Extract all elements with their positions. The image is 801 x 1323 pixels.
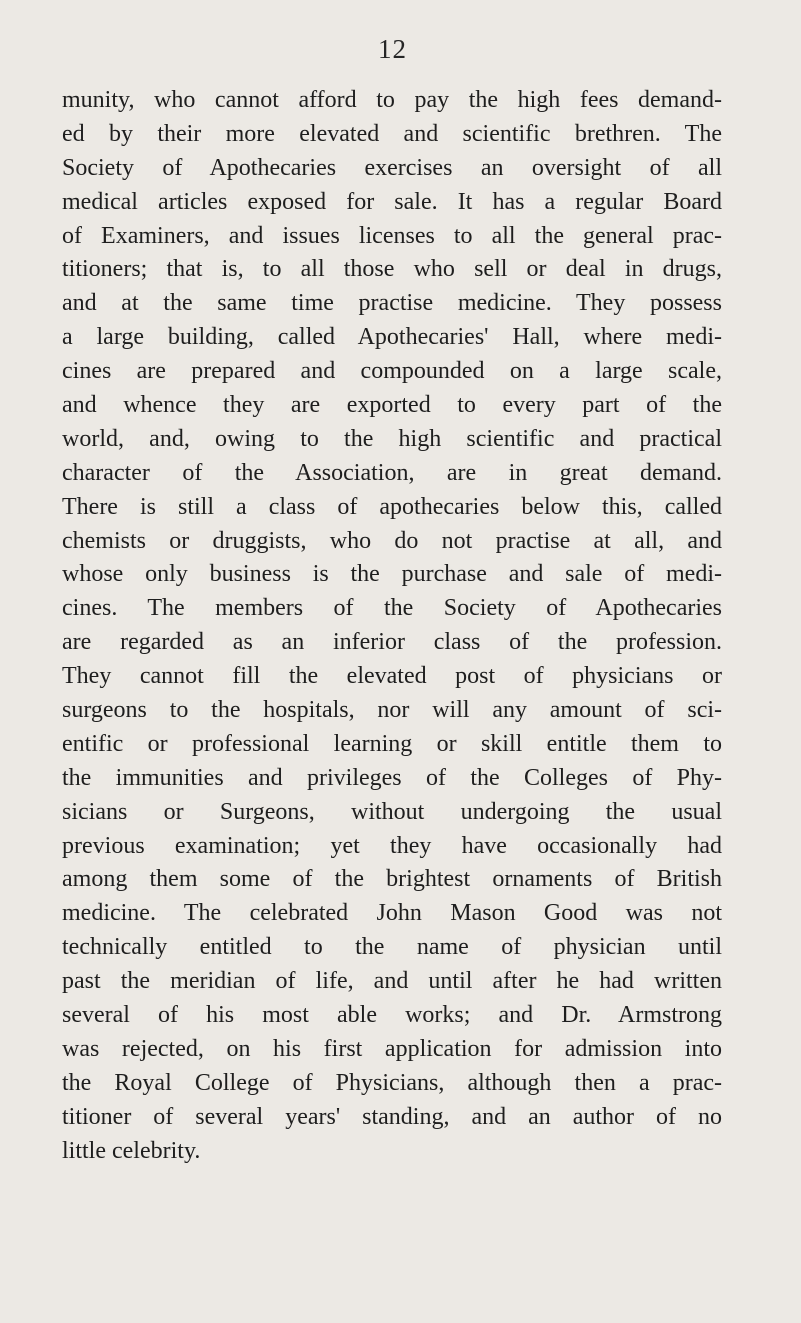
text-line: There is still a class of apothecaries below this, called bbox=[62, 493, 722, 520]
text-line: was rejected, on his first application for admission into bbox=[62, 1035, 722, 1062]
text-line: past the meridian of life, and until after he had written bbox=[62, 968, 722, 995]
text-line: medicine. The celebrated John Mason Good was not bbox=[62, 900, 722, 927]
text-line: and at the same time practise medicine. They possess bbox=[62, 290, 722, 317]
text-line: the immunities and privileges of the Colleges of Phy- bbox=[62, 764, 722, 791]
body-text bbox=[62, 84, 722, 1169]
text-line: Society of Apothecaries exercises an oversight of all bbox=[62, 154, 722, 181]
text-line: a large building, called Apothecaries' Hall, where medi- bbox=[62, 324, 722, 351]
text-line: entific or professional learning or skill entitle them to bbox=[62, 730, 722, 757]
text-line: character of the Association, are in great demand. bbox=[62, 459, 722, 486]
text-line: munity, who cannot afford to pay the high fees demand- bbox=[62, 87, 722, 113]
text-line: among them some of the brightest ornaments of British bbox=[62, 866, 722, 893]
text-line: whose only business is the purchase and sale of medi- bbox=[62, 561, 722, 588]
text-line: several of his most able works; and Dr. Armstrong bbox=[62, 1002, 722, 1029]
text-line: They cannot fill the elevated post of physicians or bbox=[62, 663, 722, 690]
text-line: titioner of several years' standing, and an author of no bbox=[62, 1103, 722, 1130]
text-line: and whence they are exported to every part of the bbox=[62, 392, 722, 419]
text-line: little celebrity. bbox=[62, 1137, 201, 1164]
text-line: world, and, owing to the high scientific and practical bbox=[62, 425, 722, 452]
text-line: of Examiners, and issues licenses to all the general prac- bbox=[62, 222, 722, 249]
text-line: technically entitled to the name of physician until bbox=[62, 934, 722, 961]
text-line: sicians or Surgeons, without undergoing the usual bbox=[62, 798, 722, 825]
text-line: the Royal College of Physicians, although then a prac- bbox=[62, 1069, 722, 1096]
text-line: previous examination; yet they have occasionally had bbox=[62, 832, 722, 859]
text-line: cines. The members of the Society of Apothecaries bbox=[62, 595, 722, 622]
text-line: surgeons to the hospitals, nor will any amount of sci- bbox=[62, 697, 722, 724]
text-line: are regarded as an inferior class of the profession. bbox=[62, 629, 722, 656]
text-line: medical articles exposed for sale. It has a regular Board bbox=[62, 188, 722, 215]
text-line: cines are prepared and compounded on a large scale, bbox=[62, 358, 722, 385]
text-line: chemists or druggists, who do not practise at all, and bbox=[62, 527, 722, 554]
page-number: 12 bbox=[378, 34, 407, 64]
text-line: ed by their more elevated and scientific brethren. The bbox=[62, 120, 722, 147]
text-line: titioners; that is, to all those who sell or deal in drugs, bbox=[62, 256, 722, 283]
